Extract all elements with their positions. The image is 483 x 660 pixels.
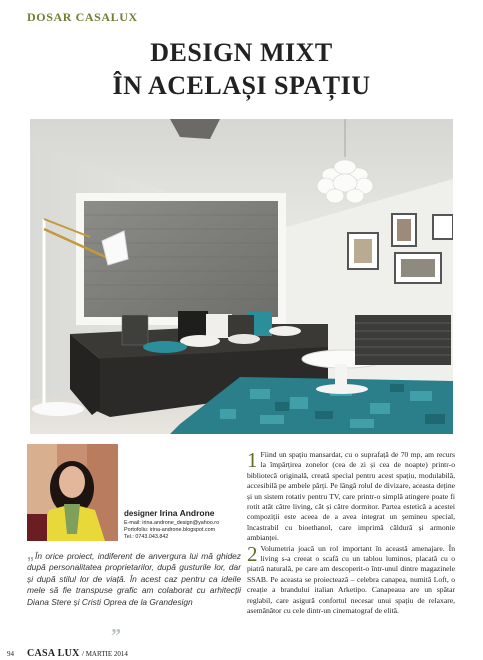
designer-name-line [124, 508, 254, 518]
designer-phone: Tel.: 0743.043.842 [124, 534, 169, 540]
page-number: 94 [7, 650, 14, 658]
quote-open-mark: „ [27, 546, 34, 562]
designer-email: E-mail: irina.androne_design@yahoo.ro [124, 520, 220, 526]
paragraph-1-text: Fiind un spațiu mansardat, cu o suprafață de 70 mp, am recurs la împărțirea zonelor (cea de zi și cea de noapte) printr-o bibliotecă originală, creată special pentru acest spațiu, modulabilă, accesibilă pe ambele părți. Pe lângă rolul de divizare, aceasta deține și un sistem rotativ pentru TV, care printr-o simplă atingere poate fi rotit atât către living, cât și către dormitor. Partea estetică a acestei compoziții este aceea de a avea integrat un șemineu special, încastrabil cu bioethanol, care imprimă căldură și armonie ambianței. [247, 450, 455, 543]
paragraph-2-text: Volumetria joacă un rol important în această amenajare. În living s-a creeat o scafă cu un tablou luminos, placată cu o piatră naturală, pe care am descoperit-o într-unul dintre magazinele SSAB. Pe aceasta se proiectează – celebra canapea, numită Loft, o creație a brandului italian Arketipo. Canapeaua are un spătar reglabil, care asigură confortul necesar unui spațiu de relaxare, asemănător cu cele dintr-un cinematograf de elită. [247, 543, 455, 616]
paragraph-2 [247, 541, 455, 617]
designer-name: Irina Androne [159, 508, 215, 518]
designer-prefix: designer [124, 509, 158, 518]
issue-date: / MARTIE 2014 [82, 650, 128, 658]
designer-portrait [27, 444, 118, 541]
living-room-photo [30, 119, 453, 434]
designer-portfolio: Portofoliu: irina-androne.blogspot.com [124, 527, 216, 533]
page-footer [0, 648, 483, 660]
article-body [247, 450, 455, 617]
dropcap-1: 1 [247, 448, 258, 472]
article-title-line2: ÎN ACELAȘI SPAȚIU [112, 71, 371, 100]
article-title-line1: DESIGN MIXT [150, 38, 333, 67]
pull-quote [27, 546, 241, 608]
magazine-brand: CASA LUX [27, 648, 80, 659]
dropcap-2: 2 [247, 541, 258, 566]
designer-credit [124, 508, 254, 541]
quote-text: În orice proiect, indiferent de anvergura lui mă ghidez după personalitatea proprietarilor, după gusturile lor, dar și după stilul lor de viață. În acest caz pentru ca ideile mele să fie transpuse grafic am colaborat cu arhitecții Diana Stere și Cristi Oprea de la Grandesign [27, 551, 241, 607]
section-label: DOSAR CASALUX [27, 10, 138, 24]
quote-close-mark: ” [111, 625, 121, 647]
paragraph-1 [247, 450, 455, 544]
